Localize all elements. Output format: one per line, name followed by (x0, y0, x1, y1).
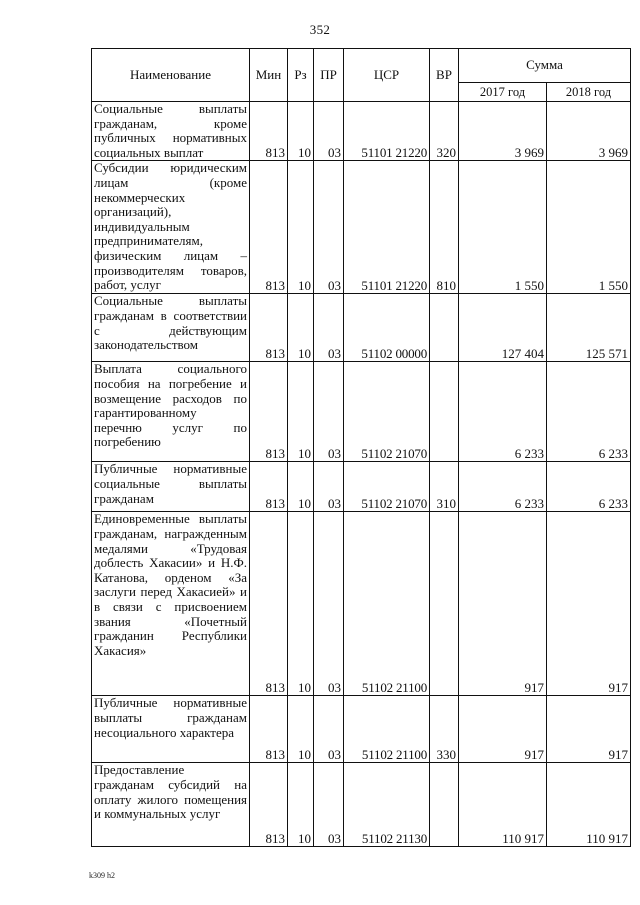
row-min: 813 (250, 462, 288, 512)
budget-table (91, 48, 631, 847)
header-name: Наименование (92, 49, 250, 102)
row-name: Социальные выплаты гражданам в соответствии с действующим законодательством (92, 294, 250, 362)
row-name: Субсидии юридическим лицам (кроме некоммерческих организаций), индивидуальным предпринимателям, физическим лицам – производителям товаров, работ, услуг (92, 161, 250, 294)
row-sum-2018: 125 571 (547, 294, 631, 362)
row-csr: 51102 21100 (344, 696, 430, 763)
row-csr: 51102 00000 (344, 294, 430, 362)
row-rz: 10 (288, 763, 314, 847)
row-name: Публичные нормативные социальные выплаты гражданам (92, 462, 250, 512)
header-year-2018: 2018 год (547, 83, 631, 102)
header-vr: ВР (430, 49, 459, 102)
row-sum-2018: 3 969 (547, 102, 631, 161)
row-min: 813 (250, 294, 288, 362)
header-row (92, 49, 631, 83)
header-year-2017: 2017 год (459, 83, 547, 102)
row-csr: 51102 21070 (344, 362, 430, 462)
row-sum-2017: 127 404 (459, 294, 547, 362)
row-pr: 03 (314, 362, 344, 462)
table-row (92, 763, 631, 847)
row-vr: 320 (430, 102, 459, 161)
row-vr: 330 (430, 696, 459, 763)
row-name: Публичные нормативные выплаты гражданам несоциального характера (92, 696, 250, 763)
row-sum-2018: 917 (547, 696, 631, 763)
row-csr: 51101 21220 (344, 161, 430, 294)
row-name: Единовременные выплаты гражданам, награжденным медалями «Трудовая доблесть Хакасии» и Н.Ф. Катанова, орденом «За заслуги перед Хакасией» и в связи с присвоением звания «Почетный гражданин Республики Хакасия» (92, 512, 250, 696)
row-sum-2018: 110 917 (547, 763, 631, 847)
row-sum-2017: 110 917 (459, 763, 547, 847)
row-sum-2017: 6 233 (459, 362, 547, 462)
row-rz: 10 (288, 294, 314, 362)
row-min: 813 (250, 161, 288, 294)
row-min: 813 (250, 512, 288, 696)
header-csr: ЦСР (344, 49, 430, 102)
row-sum-2018: 917 (547, 512, 631, 696)
row-rz: 10 (288, 696, 314, 763)
row-pr: 03 (314, 462, 344, 512)
row-pr: 03 (314, 763, 344, 847)
table-row (92, 294, 631, 362)
row-sum-2018: 6 233 (547, 362, 631, 462)
row-vr (430, 512, 459, 696)
row-min: 813 (250, 696, 288, 763)
row-csr: 51102 21100 (344, 512, 430, 696)
row-pr: 03 (314, 161, 344, 294)
row-pr: 03 (314, 102, 344, 161)
row-min: 813 (250, 102, 288, 161)
row-pr: 03 (314, 696, 344, 763)
row-rz: 10 (288, 161, 314, 294)
row-min: 813 (250, 362, 288, 462)
row-pr: 03 (314, 512, 344, 696)
row-rz: 10 (288, 102, 314, 161)
header-sum: Сумма (459, 49, 631, 83)
footer-code: k309 h2 (89, 871, 115, 880)
row-csr: 51102 21070 (344, 462, 430, 512)
row-vr (430, 294, 459, 362)
row-rz: 10 (288, 512, 314, 696)
row-sum-2018: 6 233 (547, 462, 631, 512)
row-sum-2017: 1 550 (459, 161, 547, 294)
row-min: 813 (250, 763, 288, 847)
row-vr: 810 (430, 161, 459, 294)
row-sum-2017: 917 (459, 696, 547, 763)
row-rz: 10 (288, 462, 314, 512)
table-row (92, 462, 631, 512)
row-rz: 10 (288, 362, 314, 462)
row-sum-2017: 3 969 (459, 102, 547, 161)
header-rz: Рз (288, 49, 314, 102)
row-vr: 310 (430, 462, 459, 512)
row-csr: 51102 21130 (344, 763, 430, 847)
header-pr: ПР (314, 49, 344, 102)
row-sum-2018: 1 550 (547, 161, 631, 294)
table-row (92, 512, 631, 696)
table-row (92, 362, 631, 462)
table-row (92, 161, 631, 294)
table-header (92, 49, 631, 102)
header-min: Мин (250, 49, 288, 102)
row-vr (430, 362, 459, 462)
row-vr (430, 763, 459, 847)
table-row (92, 102, 631, 161)
table-row (92, 696, 631, 763)
row-name: Выплата социального пособия на погребение и возмещение расходов по гарантированному перечню услуг по погребению (92, 362, 250, 462)
page-number: 352 (309, 22, 331, 37)
row-pr: 03 (314, 294, 344, 362)
row-sum-2017: 6 233 (459, 462, 547, 512)
row-csr: 51101 21220 (344, 102, 430, 161)
table-body (92, 102, 631, 847)
row-sum-2017: 917 (459, 512, 547, 696)
row-name: Социальные выплаты гражданам, кроме публичных нормативных социальных выплат (92, 102, 250, 161)
row-name: Предоставление гражданам субсидий на оплату жилого помещения и коммунальных услуг (92, 763, 250, 847)
